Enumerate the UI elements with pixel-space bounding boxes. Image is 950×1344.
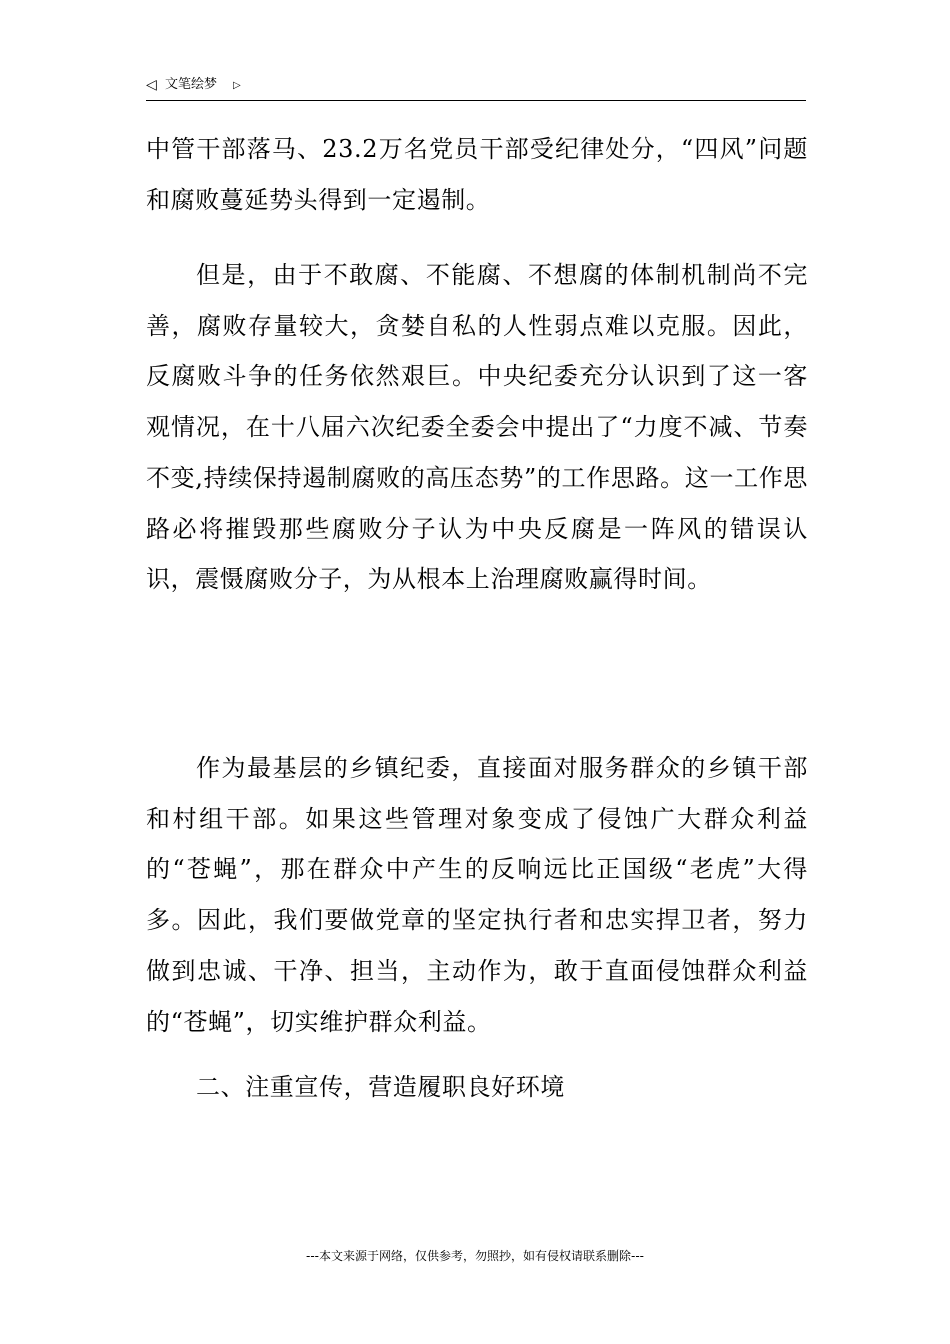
- left-triangle-icon: ◁: [146, 77, 157, 93]
- right-triangle-icon: ▷: [233, 80, 241, 91]
- paragraph: 作为最基层的乡镇纪委，直接面对服务群众的乡镇干部和村组干部。如果这些管理对象变成了侵蚀广大群众利益的“苍蝇”，那在群众中产生的反响远比正国级“老虎”大得多。因此，我们要做党章的坚定执行者和忠实捍卫者，努力做到忠诚、干净、担当，主动作为，敢于直面侵蚀群众利益的“苍蝇”，切实维护群众利益。: [146, 754, 808, 1036]
- paragraph: 但是，由于不敢腐、不能腐、不想腐的体制机制尚不完善，腐败存量较大，贪婪自私的人性弱点难以克服。因此，反腐败斗争的任务依然艰巨。中央纪委充分认识到了这一客观情况，在十八届六次纪委全委会中提出了“力度不减、节奏不变,持续保持遏制腐败的高压态势”的工作思路。这一工作思路必将摧毁那些腐败分子认为中央反腐是一阵风的错误认识，震慑腐败分子，为从根本上治理腐败赢得时间。: [146, 261, 808, 594]
- paragraph: 中管干部落马、23.2万名党员干部受纪律处分，“四风”问题和腐败蔓延势头得到一定遏制。: [146, 135, 808, 214]
- header-title: 文笔绘梦: [165, 77, 218, 92]
- footer-notice: ---本文来源于网络，仅供参考，勿照抄，如有侵权请联系删除---: [306, 1249, 644, 1263]
- section-heading: 二、注重宣传，营造履职良好环境: [196, 1073, 565, 1101]
- page-header: [146, 74, 806, 101]
